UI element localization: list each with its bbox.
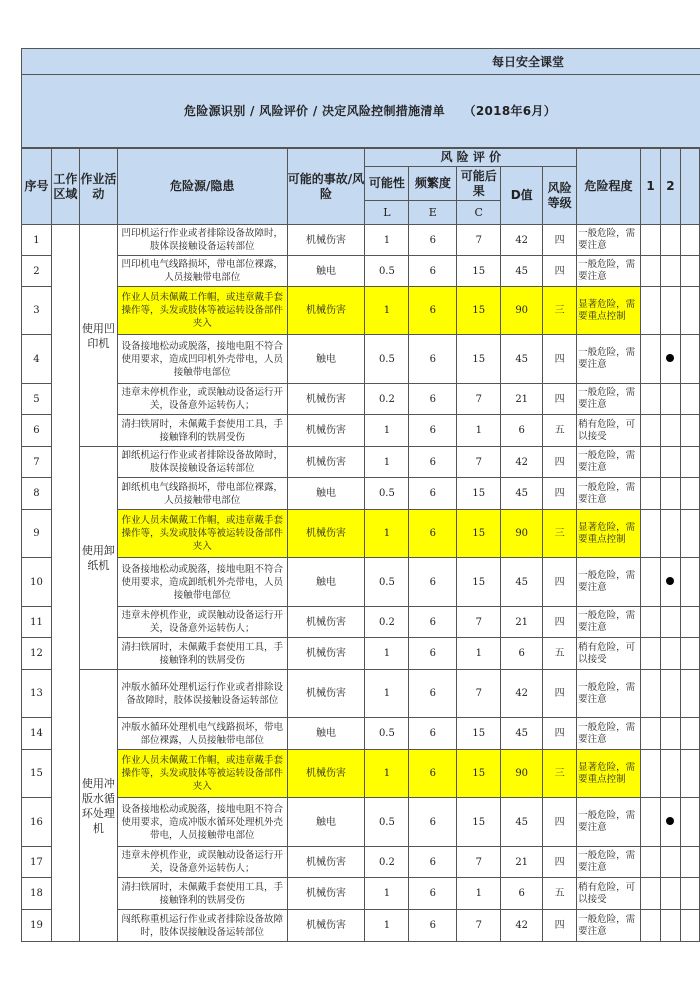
cell-danger-degree: 一般危险，需要注意 xyxy=(577,718,641,750)
cell-hazard: 卸纸机电气线路损坏，带电部位裸露，人员接触带电部位 xyxy=(117,478,287,510)
col-header-C: C xyxy=(457,201,501,225)
cell-extra-1 xyxy=(641,798,661,847)
cell-extra-3 xyxy=(680,607,699,638)
cell-C: 7 xyxy=(457,910,501,942)
cell-mark xyxy=(660,607,680,638)
cell-danger-degree: 一般危险，需要注意 xyxy=(577,447,641,478)
cell-L: 0.5 xyxy=(365,478,409,510)
cell-hazard: 清扫铁屑时，未佩戴手套使用工具，手接触锋利的铁屑受伤 xyxy=(117,878,287,910)
cell-hazard: 违章未停机作业，或误触动设备运行开关，设备意外运转伤人； xyxy=(117,847,287,878)
cell-risk-level: 四 xyxy=(543,256,577,287)
cell-seq: 9 xyxy=(22,510,52,558)
cell-danger-degree: 显著危险，需要重点控制 xyxy=(577,287,641,335)
cell-L: 1 xyxy=(365,670,409,718)
cell-accident: 机械伤害 xyxy=(287,750,365,798)
cell-extra-3 xyxy=(680,847,699,878)
cell-seq: 10 xyxy=(22,558,52,607)
cell-D: 42 xyxy=(501,225,543,256)
cell-seq: 4 xyxy=(22,335,52,384)
cell-extra-1 xyxy=(641,718,661,750)
cell-extra-3 xyxy=(680,447,699,478)
col-header-hazard: 危险源/隐患 xyxy=(117,149,287,225)
cell-accident: 机械伤害 xyxy=(287,447,365,478)
cell-risk-level: 四 xyxy=(543,384,577,415)
cell-L: 1 xyxy=(365,447,409,478)
cell-risk-level: 五 xyxy=(543,638,577,670)
cell-hazard: 设备接地松动或脱落，接地电阻不符合使用要求，造成冲版水循环处理机外壳带电，人员接触带电部位 xyxy=(117,798,287,847)
top-banner xyxy=(21,48,700,75)
col-header-E: E xyxy=(409,201,457,225)
cell-extra-3 xyxy=(680,718,699,750)
table-row xyxy=(22,384,700,415)
cell-L: 0.5 xyxy=(365,718,409,750)
bullet-dot-icon xyxy=(666,354,674,362)
cell-hazard: 违章未停机作业，或误触动设备运行开关，设备意外运转伤人； xyxy=(117,384,287,415)
cell-danger-degree: 稍有危险，可以接受 xyxy=(577,638,641,670)
table-row xyxy=(22,750,700,798)
cell-E: 6 xyxy=(409,910,457,942)
cell-hazard: 清扫铁屑时，未佩戴手套使用工具，手接触锋利的铁屑受伤 xyxy=(117,638,287,670)
table-row xyxy=(22,415,700,447)
cell-L: 1 xyxy=(365,287,409,335)
cell-hazard: 设备接地松动或脱落，接地电阻不符合使用要求，造成卸纸机外壳带电，人员接触带电部位 xyxy=(117,558,287,607)
cell-L: 0.5 xyxy=(365,256,409,287)
cell-risk-level: 四 xyxy=(543,798,577,847)
cell-extra-1 xyxy=(641,510,661,558)
table-row xyxy=(22,256,700,287)
cell-danger-degree: 一般危险，需要注意 xyxy=(577,847,641,878)
cell-D: 42 xyxy=(501,910,543,942)
col-header-risk-eval: 风 险 评 价 xyxy=(365,149,577,167)
cell-seq: 16 xyxy=(22,798,52,847)
col-header-seq: 序号 xyxy=(22,149,52,225)
cell-mark xyxy=(660,670,680,718)
cell-extra-3 xyxy=(680,638,699,670)
cell-hazard: 违章未停机作业，或误触动设备运行开关，设备意外运转伤人； xyxy=(117,607,287,638)
cell-E: 6 xyxy=(409,510,457,558)
cell-L: 1 xyxy=(365,910,409,942)
cell-extra-1 xyxy=(641,447,661,478)
cell-hazard: 作业人员未佩戴工作帽，或违章戴手套操作等，头发或肢体等被运转设备部件夹入 xyxy=(117,750,287,798)
cell-E: 6 xyxy=(409,750,457,798)
cell-seq: 7 xyxy=(22,447,52,478)
cell-E: 6 xyxy=(409,670,457,718)
cell-extra-1 xyxy=(641,225,661,256)
table-row xyxy=(22,607,700,638)
cell-extra-3 xyxy=(680,510,699,558)
cell-risk-level: 三 xyxy=(543,510,577,558)
cell-hazard: 作业人员未佩戴工作帽，或违章戴手套操作等，头发或肢体等被运转设备部件夹入 xyxy=(117,287,287,335)
cell-E: 6 xyxy=(409,798,457,847)
cell-danger-degree: 一般危险，需要注意 xyxy=(577,798,641,847)
cell-accident: 机械伤害 xyxy=(287,910,365,942)
cell-C: 7 xyxy=(457,607,501,638)
cell-D: 21 xyxy=(501,384,543,415)
cell-accident: 机械伤害 xyxy=(287,847,365,878)
cell-risk-level: 四 xyxy=(543,670,577,718)
cell-D: 21 xyxy=(501,847,543,878)
col-header-extra-2: 2 xyxy=(660,149,680,225)
cell-E: 6 xyxy=(409,878,457,910)
cell-E: 6 xyxy=(409,384,457,415)
cell-risk-level: 四 xyxy=(543,910,577,942)
cell-danger-degree: 一般危险，需要注意 xyxy=(577,225,641,256)
cell-C: 15 xyxy=(457,256,501,287)
cell-risk-level: 三 xyxy=(543,287,577,335)
table-row xyxy=(22,287,700,335)
cell-E: 6 xyxy=(409,607,457,638)
cell-hazard: 凹印机运行作业或者排除设备故障时，肢体误接触设备运转部位 xyxy=(117,225,287,256)
cell-E: 6 xyxy=(409,335,457,384)
cell-extra-3 xyxy=(680,670,699,718)
cell-extra-1 xyxy=(641,478,661,510)
cell-seq: 17 xyxy=(22,847,52,878)
cell-C: 15 xyxy=(457,478,501,510)
cell-E: 6 xyxy=(409,558,457,607)
cell-danger-degree: 一般危险，需要注意 xyxy=(577,607,641,638)
cell-mark xyxy=(660,447,680,478)
cell-mark xyxy=(660,847,680,878)
col-header-d-value: D值 xyxy=(501,167,543,225)
cell-C: 1 xyxy=(457,415,501,447)
cell-seq: 6 xyxy=(22,415,52,447)
cell-C: 15 xyxy=(457,335,501,384)
cell-D: 42 xyxy=(501,670,543,718)
cell-L: 1 xyxy=(365,638,409,670)
cell-C: 15 xyxy=(457,718,501,750)
cell-C: 7 xyxy=(457,847,501,878)
cell-mark xyxy=(660,798,680,847)
table-row xyxy=(22,847,700,878)
cell-extra-3 xyxy=(680,287,699,335)
cell-L: 0.2 xyxy=(365,847,409,878)
table-row xyxy=(22,478,700,510)
cell-mark xyxy=(660,750,680,798)
cell-risk-level: 四 xyxy=(543,225,577,256)
cell-seq: 15 xyxy=(22,750,52,798)
cell-extra-1 xyxy=(641,384,661,415)
cell-extra-1 xyxy=(641,335,661,384)
cell-C: 15 xyxy=(457,558,501,607)
cell-seq: 1 xyxy=(22,225,52,256)
cell-extra-3 xyxy=(680,478,699,510)
cell-danger-degree: 一般危险，需要注意 xyxy=(577,670,641,718)
cell-extra-3 xyxy=(680,256,699,287)
cell-C: 1 xyxy=(457,878,501,910)
banner-title: 每日安全课堂 xyxy=(492,55,565,69)
cell-mark xyxy=(660,415,680,447)
cell-risk-level: 五 xyxy=(543,878,577,910)
cell-seq: 14 xyxy=(22,718,52,750)
col-header-danger-degree: 危险程度 xyxy=(577,149,641,225)
table-row xyxy=(22,670,700,718)
table-body xyxy=(22,225,700,942)
table-row xyxy=(22,718,700,750)
cell-E: 6 xyxy=(409,225,457,256)
cell-accident: 机械伤害 xyxy=(287,287,365,335)
cell-hazard: 冲版水循环处理机电气线路损坏，带电部位裸露，人员接触带电部位 xyxy=(117,718,287,750)
cell-extra-3 xyxy=(680,558,699,607)
cell-C: 15 xyxy=(457,798,501,847)
cell-L: 0.2 xyxy=(365,607,409,638)
cell-danger-degree: 一般危险，需要注意 xyxy=(577,256,641,287)
col-header-activity: 作业活动 xyxy=(79,149,117,225)
cell-D: 90 xyxy=(501,510,543,558)
cell-danger-degree: 显著危险，需要重点控制 xyxy=(577,510,641,558)
cell-D: 45 xyxy=(501,335,543,384)
cell-extra-3 xyxy=(680,910,699,942)
cell-seq: 13 xyxy=(22,670,52,718)
cell-danger-degree: 稍有危险，可以接受 xyxy=(577,878,641,910)
cell-accident: 机械伤害 xyxy=(287,607,365,638)
cell-hazard: 设备接地松动或脱落，接地电阻不符合使用要求，造成凹印机外壳带电，人员接触带电部位 xyxy=(117,335,287,384)
cell-extra-3 xyxy=(680,878,699,910)
cell-seq: 5 xyxy=(22,384,52,415)
cell-extra-1 xyxy=(641,256,661,287)
cell-mark xyxy=(660,225,680,256)
cell-danger-degree: 一般危险，需要注意 xyxy=(577,335,641,384)
cell-mark xyxy=(660,478,680,510)
cell-mark xyxy=(660,335,680,384)
cell-danger-degree: 一般危险，需要注意 xyxy=(577,384,641,415)
cell-accident: 机械伤害 xyxy=(287,384,365,415)
cell-risk-level: 五 xyxy=(543,415,577,447)
cell-L: 1 xyxy=(365,510,409,558)
cell-accident: 触电 xyxy=(287,558,365,607)
cell-accident: 触电 xyxy=(287,718,365,750)
cell-seq: 12 xyxy=(22,638,52,670)
cell-extra-3 xyxy=(680,750,699,798)
cell-mark xyxy=(660,384,680,415)
cell-D: 6 xyxy=(501,415,543,447)
cell-accident: 机械伤害 xyxy=(287,415,365,447)
col-header-accident: 可能的事故/风险 xyxy=(287,149,365,225)
cell-danger-degree: 稍有危险，可以接受 xyxy=(577,415,641,447)
cell-L: 1 xyxy=(365,225,409,256)
col-header-extra-1: 1 xyxy=(641,149,661,225)
cell-mark xyxy=(660,878,680,910)
cell-mark xyxy=(660,638,680,670)
cell-risk-level: 三 xyxy=(543,750,577,798)
cell-risk-level: 四 xyxy=(543,335,577,384)
cell-danger-degree: 一般危险，需要注意 xyxy=(577,558,641,607)
cell-C: 1 xyxy=(457,638,501,670)
cell-D: 6 xyxy=(501,878,543,910)
cell-D: 45 xyxy=(501,256,543,287)
cell-C: 15 xyxy=(457,750,501,798)
cell-mark xyxy=(660,510,680,558)
table-row xyxy=(22,335,700,384)
cell-risk-level: 四 xyxy=(543,718,577,750)
col-header-risk-level: 风险等级 xyxy=(543,167,577,225)
cell-hazard: 凹印机电气线路损坏，带电部位裸露，人员接触带电部位 xyxy=(117,256,287,287)
risk-table xyxy=(21,148,700,942)
cell-E: 6 xyxy=(409,415,457,447)
cell-extra-1 xyxy=(641,878,661,910)
cell-seq: 2 xyxy=(22,256,52,287)
cell-D: 21 xyxy=(501,607,543,638)
cell-risk-level: 四 xyxy=(543,847,577,878)
col-header-consequence: 可能后果 xyxy=(457,167,501,201)
cell-mark xyxy=(660,256,680,287)
cell-E: 6 xyxy=(409,287,457,335)
cell-seq: 3 xyxy=(22,287,52,335)
cell-seq: 19 xyxy=(22,910,52,942)
cell-mark xyxy=(660,718,680,750)
cell-extra-1 xyxy=(641,750,661,798)
cell-D: 90 xyxy=(501,750,543,798)
cell-E: 6 xyxy=(409,256,457,287)
cell-D: 45 xyxy=(501,558,543,607)
cell-E: 6 xyxy=(409,638,457,670)
table-row xyxy=(22,510,700,558)
cell-extra-3 xyxy=(680,225,699,256)
cell-hazard: 闯纸称重机运行作业或者排除设备故障时，肢体误接触设备运转部位 xyxy=(117,910,287,942)
cell-E: 6 xyxy=(409,718,457,750)
col-header-frequency: 频繁度 xyxy=(409,167,457,201)
cell-risk-level: 四 xyxy=(543,447,577,478)
table-row xyxy=(22,225,700,256)
cell-L: 0.5 xyxy=(365,558,409,607)
cell-C: 7 xyxy=(457,670,501,718)
cell-danger-degree: 一般危险，需要注意 xyxy=(577,910,641,942)
cell-extra-1 xyxy=(641,415,661,447)
cell-extra-1 xyxy=(641,910,661,942)
cell-risk-level: 四 xyxy=(543,607,577,638)
cell-L: 0.5 xyxy=(365,798,409,847)
cell-accident: 触电 xyxy=(287,256,365,287)
cell-danger-degree: 显著危险，需要重点控制 xyxy=(577,750,641,798)
col-header-work-area: 工作区域 xyxy=(51,149,79,225)
cell-extra-1 xyxy=(641,558,661,607)
cell-L: 1 xyxy=(365,878,409,910)
cell-L: 1 xyxy=(365,415,409,447)
cell-mark xyxy=(660,287,680,335)
col-header-extra-3 xyxy=(680,149,699,225)
cell-C: 7 xyxy=(457,447,501,478)
cell-hazard: 清扫铁屑时，未佩戴手套使用工具，手接触锋利的铁屑受伤 xyxy=(117,415,287,447)
cell-E: 6 xyxy=(409,447,457,478)
document-title: 危险源识别 / 风险评价 / 决定风险控制措施清单 （2018年6月） xyxy=(184,104,557,118)
cell-E: 6 xyxy=(409,478,457,510)
cell-extra-1 xyxy=(641,847,661,878)
cell-L: 0.5 xyxy=(365,335,409,384)
cell-activity: 使用冲版水循环处理机 xyxy=(79,670,117,942)
cell-C: 7 xyxy=(457,225,501,256)
cell-D: 6 xyxy=(501,638,543,670)
cell-extra-3 xyxy=(680,335,699,384)
cell-hazard: 冲版水循环处理机运行作业或者排除设备故障时，肢体误接触设备运转部位 xyxy=(117,670,287,718)
table-row xyxy=(22,878,700,910)
cell-C: 15 xyxy=(457,510,501,558)
cell-D: 45 xyxy=(501,718,543,750)
cell-seq: 11 xyxy=(22,607,52,638)
table-row xyxy=(22,638,700,670)
cell-extra-3 xyxy=(680,798,699,847)
bullet-dot-icon xyxy=(666,817,674,825)
cell-L: 0.2 xyxy=(365,384,409,415)
cell-mark xyxy=(660,558,680,607)
cell-extra-1 xyxy=(641,638,661,670)
cell-hazard: 卸纸机运行作业或者排除设备故障时，肢体误接触设备运转部位 xyxy=(117,447,287,478)
cell-D: 90 xyxy=(501,287,543,335)
cell-seq: 18 xyxy=(22,878,52,910)
cell-C: 15 xyxy=(457,287,501,335)
cell-extra-1 xyxy=(641,670,661,718)
cell-work-area xyxy=(51,225,79,942)
cell-hazard: 作业人员未佩戴工作帽，或违章戴手套操作等，头发或肢体等被运转设备部件夹入 xyxy=(117,510,287,558)
cell-accident: 机械伤害 xyxy=(287,225,365,256)
cell-D: 45 xyxy=(501,478,543,510)
cell-D: 45 xyxy=(501,798,543,847)
cell-D: 42 xyxy=(501,447,543,478)
cell-risk-level: 四 xyxy=(543,478,577,510)
table-row xyxy=(22,798,700,847)
cell-risk-level: 四 xyxy=(543,558,577,607)
table-row xyxy=(22,558,700,607)
cell-accident: 机械伤害 xyxy=(287,878,365,910)
cell-accident: 机械伤害 xyxy=(287,638,365,670)
cell-activity: 使用凹印机 xyxy=(79,225,117,447)
bullet-dot-icon xyxy=(666,577,674,585)
cell-accident: 触电 xyxy=(287,798,365,847)
cell-accident: 机械伤害 xyxy=(287,510,365,558)
cell-extra-3 xyxy=(680,384,699,415)
cell-E: 6 xyxy=(409,847,457,878)
cell-extra-1 xyxy=(641,607,661,638)
cell-danger-degree: 一般危险，需要注意 xyxy=(577,478,641,510)
table-row xyxy=(22,447,700,478)
cell-accident: 触电 xyxy=(287,335,365,384)
cell-extra-1 xyxy=(641,287,661,335)
cell-seq: 8 xyxy=(22,478,52,510)
cell-C: 7 xyxy=(457,384,501,415)
cell-mark xyxy=(660,910,680,942)
cell-accident: 机械伤害 xyxy=(287,670,365,718)
cell-accident: 触电 xyxy=(287,478,365,510)
col-header-possibility: 可能性 xyxy=(365,167,409,201)
cell-extra-3 xyxy=(680,415,699,447)
col-header-L: L xyxy=(365,201,409,225)
cell-activity: 使用卸纸机 xyxy=(79,447,117,670)
document-title-bar xyxy=(21,75,700,148)
cell-L: 1 xyxy=(365,750,409,798)
table-row xyxy=(22,910,700,942)
